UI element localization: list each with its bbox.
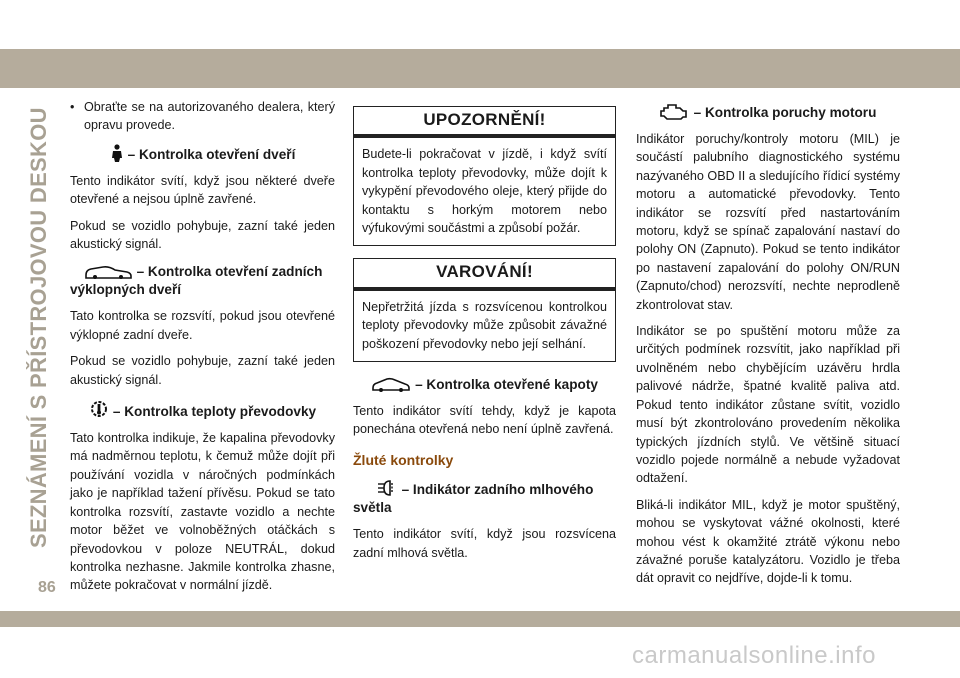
heading-door-ajar [70,144,335,164]
header-bar [0,0,960,88]
section-side-title: SEZNÁMENÍ S PŘÍSTROJOVOU DESKOU [26,107,51,548]
heading-rear-fog [353,479,616,517]
check-engine-icon [660,102,690,120]
heading-text: – Indikátor zadního mlhového [401,482,594,498]
warning-body: Nepřetržitá jízda s rozsvícenou kontrolkou teploty převodovky může způsobit závažné poškození převodovky nebo její selhání. [362,299,607,351]
heading-text: – Kontrolka teploty převodovky [112,404,317,420]
caution-title: UPOZORNĚNÍ! [354,107,615,138]
bullet-text: Obraťte se na autorizovaného dealera, který opravu provede. [84,100,335,133]
paragraph: Tento indikátor svítí, když jsou rozsvícena zadní mlhová světla. [353,527,616,560]
liftgate-ajar-icon [83,263,133,279]
rear-fog-light-icon [376,479,398,497]
heading-text: – Kontrolka otevření dveří [127,146,296,162]
heading-liftgate [70,263,335,299]
column-1 [70,98,335,603]
paragraph: Pokud se vozidlo pohybuje, zazní také jeden akustický signál. [70,218,335,252]
transmission-temperature-icon [89,399,109,419]
paragraph: Tato kontrolka indikuje, že kapalina převodovky má nadměrnou teplotu, k čemuž může dojít při používání vozidla v náročných podmínkách jako je například tažení přívěsu. Pokud se tato kontrolka rozsvítí, zastavte vozidlo a nechte motor běžet ve volnoběžných otáčkách s převodovkou v poloze NEUTRÁL, dokud kontrolka nezhasne. Jakmile kontrolka zhasne, můžete pokračovat v normální jízdě. [70,431,335,593]
heading-check-engine [636,102,900,122]
heading-text: – Kontrolka otevřené kapoty [415,377,598,393]
page-number: 86 [38,579,56,596]
header-band [0,49,960,88]
caution-body: Budete-li pokračovat v jízdě, i když svítí kontrolka teploty převodovky, může dojít k vykypění převodového oleje, který přijde do kontaktu s horkým motorem nebo výfukovými součástmi a způsobí požár. [362,147,607,236]
section-heading-yellow-lights: Žluté kontrolky [353,451,454,468]
paragraph: Indikátor poruchy/kontroly motoru (MIL) je součástí palubního diagnostického systému nazývaného OBD II a sledujícího řídicí systémy motoru a automatické převodovky. Tento indikátor se rozsvítí před nastartováním motoru, když se spínač zapalování nastaví do polohy ON (Zapnuto). Pokud se tento indikátor po nastavení zapalování do polohy ON/RUN (Zapnuto/chod) nerozsvítí, nechte neprodleně zkontrolovat stav. [636,132,900,312]
paragraph: Tato kontrolka se rozsvítí, pokud jsou otevřené výklopné zadní dveře. [70,309,335,342]
caution-box [353,106,616,246]
watermark-text: carmanualsonline.info [632,642,876,669]
heading-transmission-temp [70,399,335,421]
hood-open-icon [371,376,411,392]
paragraph: Indikátor se po spuštění motoru může za určitých podmínek rozsvítit, jako například při uvolněném nebo chybějícím uzávěru hrdla palivové nádrže, špatné kvalitě paliva atd. Pokud tento indikátor zůstane svítit, vozidlo musí být zkontrolováno provedením několika typických jízdních stylů. Ve většině situací vozidlo pojede normálně a nebude vyžadovat odtažení. [636,324,900,486]
paragraph: Tento indikátor svítí, když jsou některé dveře otevřené a nejsou úplně zavřené. [70,173,335,207]
warning-box [353,258,616,362]
heading-text-line2: světla [353,500,392,516]
paragraph: Bliká-li indikátor MIL, když je motor spuštěný, mohou se vyskytovat vážné okolnosti, které mohou vést k okamžité ztrátě výkonu nebo závažné poruše katalyzátoru. Vozidlo je třeba dát opravit co nejdříve, dojde-li k tomu. [636,497,900,586]
warning-title: VAROVÁNÍ! [354,259,615,290]
heading-text: – Kontrolka poruchy motoru [693,105,877,120]
column-2 [353,98,616,570]
paragraph: Tento indikátor svítí tehdy, když je kapota ponechána otevřená nebo není úplně zavřená. [353,404,616,437]
footer-bar [0,611,960,627]
bullet-dot: • [70,100,75,114]
column-3 [636,98,900,596]
heading-text: – Kontrolka otevření zadních [136,264,323,280]
list-item [70,98,335,135]
paragraph: Pokud se vozidlo pohybuje, zazní také jeden akustický signál. [70,354,335,387]
heading-hood-open [353,376,616,394]
door-ajar-icon [110,144,124,162]
heading-text-line2: výklopných dveří [70,282,182,298]
